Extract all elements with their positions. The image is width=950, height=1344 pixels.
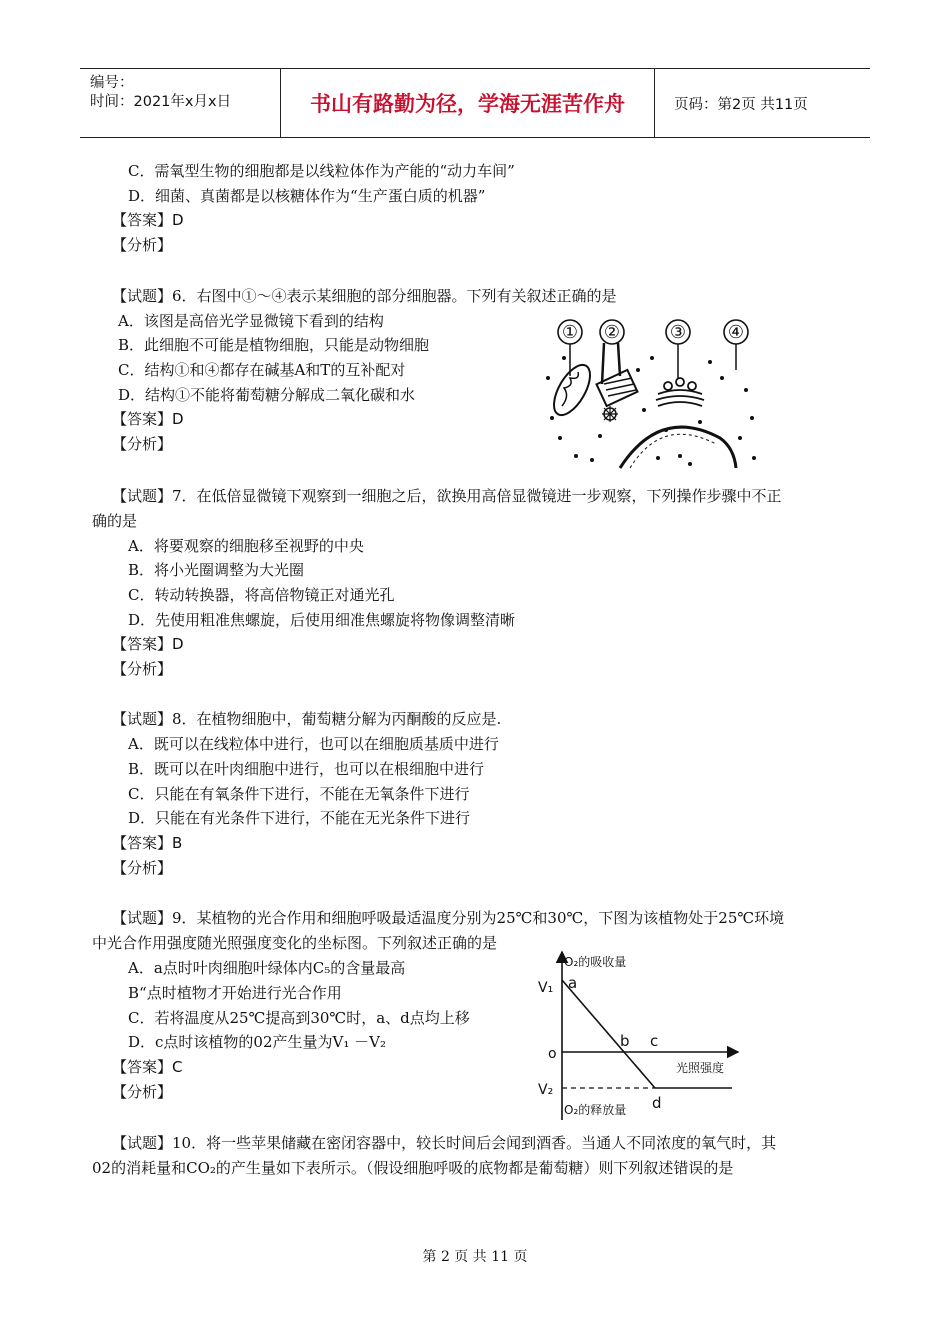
light-intensity-graph bbox=[520, 940, 750, 1125]
header-meta bbox=[80, 69, 281, 137]
page-info-text: 页码：第2页 共11页 bbox=[674, 96, 808, 113]
q8-option-b: B．既可以在叶肉细胞中进行，也可以在根细胞中进行 bbox=[128, 760, 485, 778]
q7-analysis: 【分析】 bbox=[112, 660, 173, 678]
label-3: ③ bbox=[669, 322, 687, 343]
organelle-figure bbox=[540, 318, 760, 470]
q6-analysis: 【分析】 bbox=[112, 435, 173, 453]
q10-stem-2: 02的消耗量和CO₂的产生量如下表所示。（假设细胞呼吸的底物都是葡萄糖）则下列叙述错误的是 bbox=[92, 1159, 734, 1177]
q5-analysis: 【分析】 bbox=[112, 236, 173, 254]
q9-option-c: C．若将温度从25℃提高到30℃时，a、d点均上移 bbox=[128, 1009, 470, 1027]
curve-descending bbox=[562, 980, 655, 1088]
v2-label: V₂ bbox=[538, 1082, 554, 1098]
q8-analysis: 【分析】 bbox=[112, 859, 173, 877]
q9-answer: 【答案】C bbox=[112, 1058, 183, 1076]
origin-label: o bbox=[548, 1046, 557, 1062]
q6-answer: 【答案】D bbox=[112, 410, 184, 428]
label-2: ② bbox=[603, 322, 621, 343]
q5-option-c: C．需氧型生物的细胞都是以线粒体作为产能的“动力车间” bbox=[128, 162, 515, 180]
y-bottom-label: O₂的释放量 bbox=[564, 1103, 627, 1117]
header-motto: 书山有路勤为径，学海无涯苦作舟 bbox=[281, 69, 655, 137]
q7-option-a: A．将要观察的细胞移至视野的中央 bbox=[128, 537, 364, 555]
q8-stem: 【试题】8．在植物细胞中，葡萄糖分解为丙酮酸的反应是. bbox=[112, 710, 502, 728]
label-1: ① bbox=[561, 322, 579, 343]
q9-stem-2: 中光合作用强度随光照强度变化的坐标图。下列叙述正确的是 bbox=[92, 934, 498, 952]
q9-option-a: A．a点时叶肉细胞叶绿体内C₅的含量最高 bbox=[128, 959, 406, 977]
q8-option-c: C．只能在有氧条件下进行，不能在无氧条件下进行 bbox=[128, 785, 470, 803]
q9-option-b: B“点时植物才开始进行光合作用 bbox=[128, 984, 342, 1002]
golgi-shape bbox=[656, 378, 704, 406]
point-d-label: d bbox=[652, 1094, 662, 1112]
date-label: 时间：2021年x月x日 bbox=[90, 94, 232, 110]
point-c-label: c bbox=[650, 1032, 659, 1050]
page-footer: 第 2 页 共 11 页 bbox=[422, 1249, 528, 1265]
q7-option-c: C．转动转换器，将高倍物镜正对通光孔 bbox=[128, 586, 395, 604]
q6-option-b: B．此细胞不可能是植物细胞，只能是动物细胞 bbox=[118, 336, 430, 354]
q8-option-a: A．既可以在线粒体中进行，也可以在细胞质基质中进行 bbox=[128, 735, 499, 753]
q9-analysis: 【分析】 bbox=[112, 1083, 173, 1101]
v1-label: V₁ bbox=[538, 980, 554, 996]
q8-answer: 【答案】B bbox=[112, 834, 183, 852]
q6-stem: 【试题】6．右图中①～④表示某细胞的部分细胞器。下列有关叙述正确的是 bbox=[112, 287, 617, 305]
q6-option-a: A．该图是高倍光学显微镜下看到的结构 bbox=[118, 312, 384, 330]
mitochondrion-shape bbox=[547, 359, 598, 420]
header-page-info bbox=[664, 69, 870, 137]
q9-stem-1: 【试题】9．某植物的光合作用和细胞呼吸最适温度分别为25℃和30℃，下图为该植物处于25℃环境 bbox=[112, 909, 785, 927]
label-4: ④ bbox=[727, 322, 745, 343]
q6-option-d: D．结构①不能将葡萄糖分解成二氧化碳和水 bbox=[118, 386, 416, 404]
page-header bbox=[80, 68, 870, 138]
q7-stem-1: 【试题】7．在低倍显微镜下观察到一细胞之后，欲换用高倍显微镜进一步观察，下列操作步骤中不正 bbox=[112, 487, 782, 505]
point-b-label: b bbox=[620, 1032, 630, 1050]
q7-option-b: B．将小光圈调整为大光圈 bbox=[128, 561, 305, 579]
point-a-label: a bbox=[568, 974, 578, 992]
q7-stem-2: 确的是 bbox=[92, 512, 138, 530]
q7-answer: 【答案】D bbox=[112, 635, 184, 653]
serial-label: 编号： bbox=[90, 75, 134, 91]
q8-option-d: D．只能在有光条件下进行，不能在无光条件下进行 bbox=[128, 809, 471, 827]
y-top-label: O₂的吸收量 bbox=[564, 955, 627, 969]
x-axis-label: 光照强度 bbox=[676, 1061, 725, 1075]
q7-option-d: D．先使用粗准焦螺旋，后使用细准焦螺旋将物像调整清晰 bbox=[128, 611, 516, 629]
q5-answer: 【答案】D bbox=[112, 211, 184, 229]
q9-option-d: D．c点时该植物的02产生量为V₁ －V₂ bbox=[128, 1033, 386, 1051]
q10-stem-1: 【试题】10．将一些苹果储藏在密闭容器中，较长时间后会闻到酒香。当通人不同浓度的氧气时，其 bbox=[112, 1134, 777, 1152]
q6-option-c: C．结构①和④都存在碱基A和T的互补配对 bbox=[118, 361, 406, 379]
q5-option-d: D．细菌、真菌都是以核糖体作为“生产蛋白质的机器” bbox=[128, 187, 486, 205]
